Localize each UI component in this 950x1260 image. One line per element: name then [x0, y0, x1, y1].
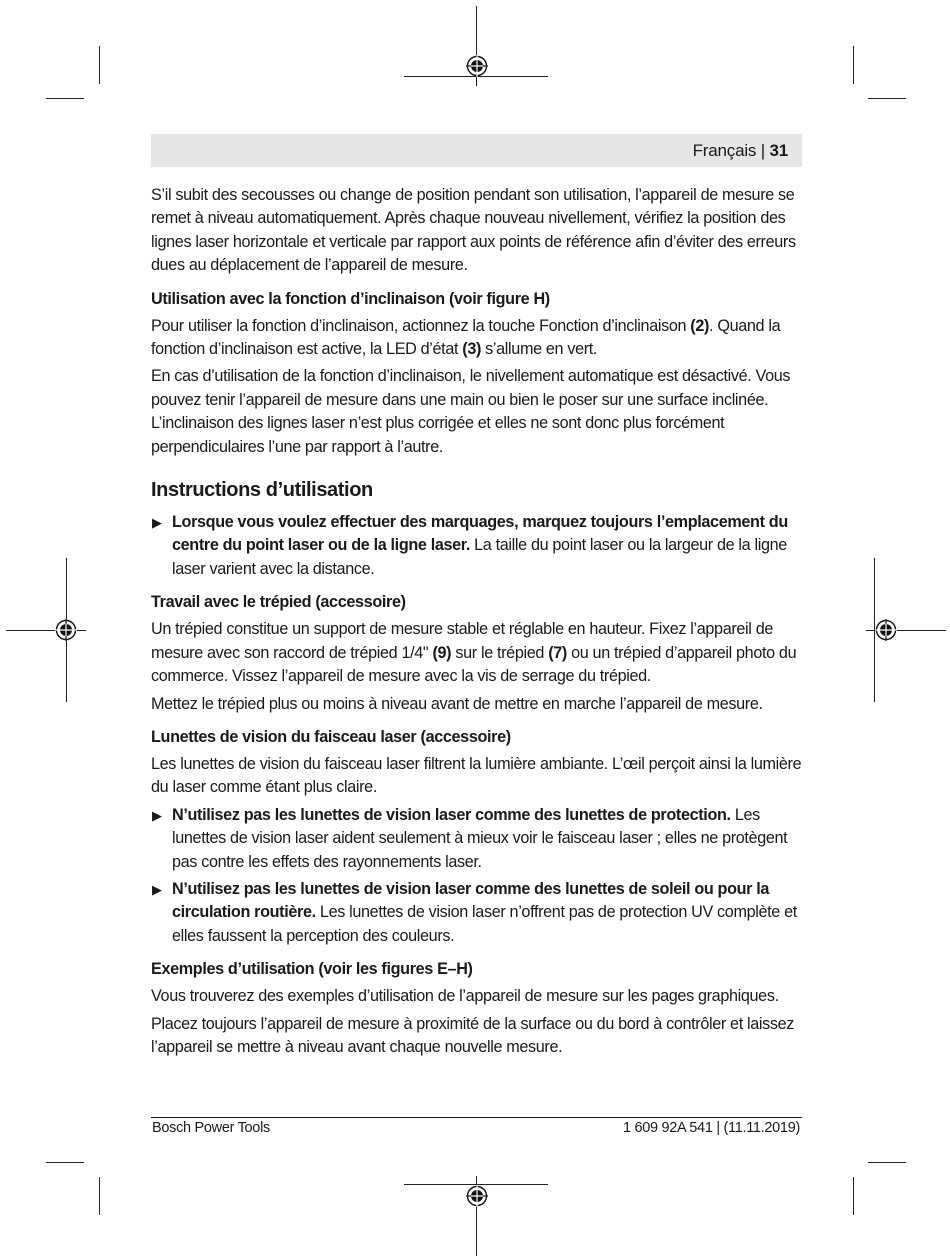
crop-mark — [46, 98, 84, 99]
reference-number: (9) — [432, 643, 452, 662]
bullet-bold-text: Lorsque vous voulez effectuer des marquages, marquez toujours l’emplacement du centre du point laser ou de la ligne laser. — [172, 513, 788, 555]
warning-bullet — [151, 511, 802, 581]
crop-mark — [853, 46, 854, 84]
tilt-paragraph-1 — [151, 315, 802, 362]
section-heading-tripod: Travail avec le trépied (accessoire) — [151, 593, 406, 612]
header-language: Français — [692, 141, 757, 160]
footer-brand: Bosch Power Tools — [152, 1120, 270, 1136]
tripod-paragraph-2: Mettez le trépied plus ou moins à niveau avant de mettre en marche l’appareil de mesure. — [151, 694, 763, 713]
bullet-text: Les lunettes de vision laser aident seulement à mieux voir le faisceau laser ; elles ne protègent pas contre les effets des rayonnements laser. — [172, 805, 788, 871]
reference-number: (3) — [462, 340, 482, 359]
glasses-paragraph: Les lunettes de vision du faisceau laser filtrent la lumière ambiante. L’œil perçoit ainsi la lumière du laser comme étant plus claire. — [151, 754, 802, 797]
crop-mark — [853, 1177, 854, 1215]
registration-target-icon — [55, 619, 77, 641]
bullet-triangle-icon: ▶ — [152, 881, 162, 897]
tilt-paragraph-2: En cas d’utilisation de la fonction d’inclinaison, le nivellement automatique est désactivé. Vous pouvez tenir l’appareil de mesure dans une main ou bien le poser sur une surface inclinée. L’inclinaison des lignes laser n’est plus corrigée et elles ne sont donc plus forcément perpendiculaires l’une par rapport à l’autre. — [151, 367, 791, 456]
bullet-triangle-icon: ▶ — [152, 515, 162, 531]
section-heading-tilt: Utilisation avec la fonction d’inclinaison (voir figure H) — [151, 289, 550, 308]
footer-doc-number: 1 609 92A 541 | (11.11.2019) — [622, 1120, 800, 1136]
bullet-text: Les lunettes de vision laser n’offrent pas de protection UV complète et elles faussent la perception des couleurs. — [172, 903, 797, 945]
page-number: 31 — [769, 141, 788, 160]
bullet-bold-text: N’utilisez pas les lunettes de vision laser comme des lunettes de protection. — [172, 805, 731, 824]
section-heading-examples: Exemples d’utilisation (voir les figures E–H) — [151, 960, 473, 979]
section-heading-glasses: Lunettes de vision du faisceau laser (accessoire) — [151, 727, 511, 746]
examples-paragraph-2: Placez toujours l’appareil de mesure à proximité de la surface ou du bord à contrôler et laissez l’appareil se mettre à niveau avant chaque nouvelle mesure. — [151, 1014, 795, 1056]
crop-mark — [868, 1162, 906, 1163]
bullet-text: La taille du point laser ou la largeur de la ligne laser varient avec la distance. — [172, 536, 787, 578]
header-separator: | — [756, 141, 770, 160]
intro-paragraph: S’il subit des secousses ou change de position pendant son utilisation, l’appareil de mesure se remet à niveau automatiquement. Après chaque nouveau nivellement, vérifiez la position des lignes laser horizontale et verticale par rapport aux points de référence afin d’éviter des erreurs dues au déplacement de l’appareil de mesure. — [151, 186, 796, 275]
crop-mark — [99, 1177, 100, 1215]
text-span: ou un trépied d’appareil photo du commerce. Vissez l’appareil de mesure avec la vis de serrage du trépied. — [151, 643, 797, 686]
text-span: . Quand la fonction d’inclinaison est active, la LED d’état — [151, 316, 781, 359]
page-header — [151, 134, 802, 167]
registration-target-icon — [466, 55, 488, 77]
text-span: s’allume en vert. — [481, 340, 598, 359]
registration-target-icon — [875, 619, 897, 641]
crop-mark — [868, 98, 906, 99]
text-span: sur le trépied — [451, 643, 549, 662]
warning-bullet — [151, 878, 802, 948]
tripod-paragraph-1 — [151, 618, 802, 688]
bullet-bold-text: N’utilisez pas les lunettes de vision laser comme des lunettes de soleil ou pour la circulation routière. — [172, 879, 770, 922]
page-content — [151, 184, 802, 1063]
registration-target-icon — [466, 1185, 488, 1207]
examples-paragraph-1: Vous trouverez des exemples d’utilisation de l’appareil de mesure sur les pages graphiques. — [151, 987, 779, 1006]
bullet-triangle-icon: ▶ — [152, 807, 162, 823]
section-heading-instructions: Instructions d’utilisation — [151, 479, 373, 502]
crop-mark — [99, 46, 100, 84]
crop-mark — [46, 1162, 84, 1163]
warning-bullet — [151, 804, 802, 874]
text-span: Pour utiliser la fonction d’inclinaison, actionnez la touche Fonction d’inclinaison — [151, 316, 691, 335]
reference-number: (2) — [690, 316, 710, 335]
text-span: Un trépied constitue un support de mesure stable et réglable en hauteur. Fixez l’appareil de mesure avec son raccord de trépied 1/4" — [151, 620, 773, 662]
footer-rule — [151, 1117, 802, 1118]
reference-number: (7) — [548, 643, 567, 662]
header-label — [693, 141, 788, 161]
